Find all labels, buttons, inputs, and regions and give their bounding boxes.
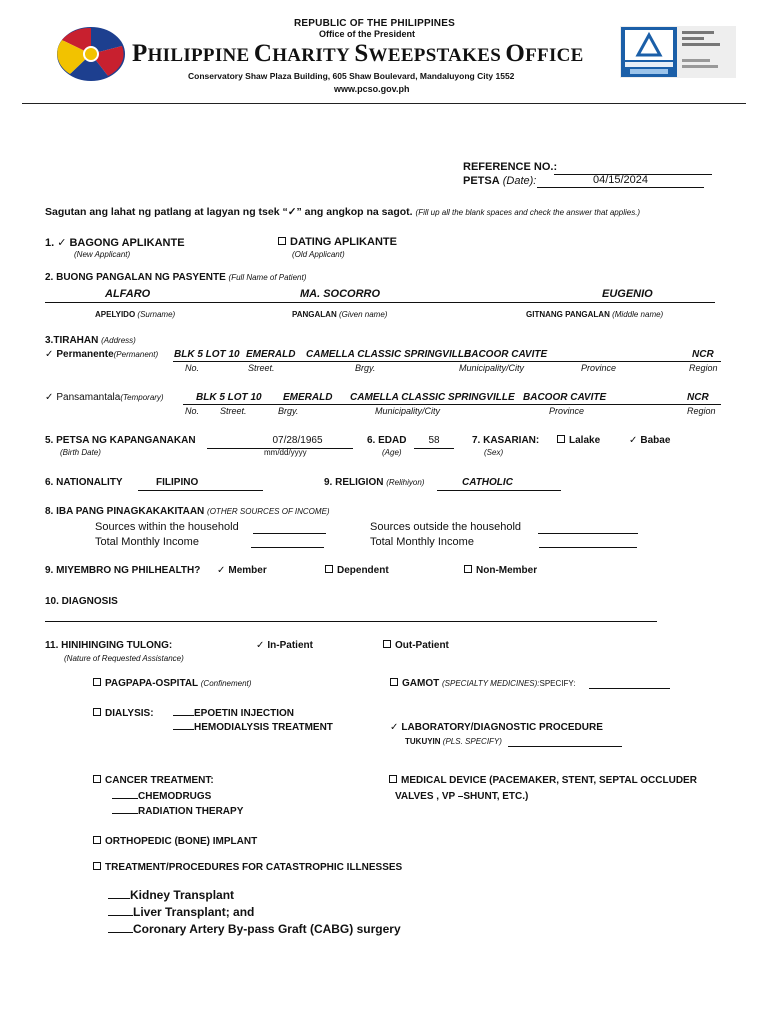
cabg-option[interactable]: Coronary Artery By-pass Graft (CABG) surgery (108, 922, 401, 936)
temp-line (183, 404, 721, 405)
income-outside-label: Sources outside the household (370, 521, 522, 533)
check-icon: ✓ (256, 640, 265, 651)
income-label: 8. IBA PANG PINAGKAKAKITAAN (45, 506, 205, 517)
check-icon: ✓ (45, 349, 54, 360)
perm-city[interactable]: BACOOR CAVITE (464, 349, 548, 360)
perm-region[interactable]: NCR (692, 349, 714, 360)
medical-device-option[interactable]: MEDICAL DEVICE (PACEMAKER, STENT, SEPTAL OCCLUDER (389, 775, 697, 786)
header-divider (22, 103, 746, 104)
checkbox-empty-icon (389, 775, 397, 783)
reference-field[interactable] (554, 161, 712, 175)
q2-label: 2. BUONG PANGALAN NG PASYENTE (45, 272, 226, 283)
checkbox-empty-icon (93, 708, 101, 716)
checkbox-empty-icon (93, 678, 101, 686)
middle-name-value[interactable]: EUGENIO (602, 288, 653, 300)
income-within-field[interactable] (253, 520, 326, 534)
philhealth-nonmember-option[interactable]: Non-Member (464, 565, 537, 576)
lab-procedure-option[interactable]: ✓ LABORATORY/DIAGNOSTIC PROCEDURE (390, 722, 603, 733)
nationality-field[interactable]: FILIPINO (138, 477, 263, 491)
q1-old-sub: (Old Applicant) (292, 250, 345, 259)
income-total2-field[interactable] (539, 534, 637, 548)
checkbox-empty-icon (325, 565, 333, 573)
checkbox-empty-icon (93, 836, 101, 844)
temp-no[interactable]: BLK 5 LOT 10 (196, 392, 262, 403)
birth-date-field[interactable]: 07/28/1965 (207, 435, 353, 449)
hemodialysis-option[interactable]: HEMODIALYSIS TREATMENT (173, 722, 333, 733)
sex-male-option[interactable]: Lalake (557, 435, 600, 446)
q1-new-sub: (New Applicant) (74, 250, 131, 259)
income-within-label: Sources within the household (95, 521, 239, 533)
sex-label: 7. KASARIAN: (472, 435, 540, 446)
given-name-value[interactable]: MA. SOCORRO (300, 288, 381, 300)
medicines-option[interactable]: GAMOT (SPECIALTY MEDICINES):SPECIFY: (390, 678, 576, 689)
pcso-logo-icon (56, 26, 126, 82)
birth-date-label: 5. PETSA NG KAPANGANAKAN (45, 435, 196, 446)
checkbox-empty-icon (557, 435, 565, 443)
q1-old-applicant[interactable]: DATING APLIKANTE (278, 236, 397, 248)
q2-label-sub: (Full Name of Patient) (228, 273, 307, 282)
income-total-field[interactable] (251, 534, 324, 548)
reference-label: REFERENCE NO.: (463, 161, 558, 173)
philhealth-label: 9. MIYEMBRO NG PHILHEALTH? (45, 565, 201, 576)
lab-specify-field[interactable] (508, 735, 622, 747)
temporary-address-label[interactable]: ✓ Pansamantala(Temporary) (45, 392, 164, 403)
temp-region[interactable]: NCR (687, 392, 709, 403)
temp-street[interactable]: EMERALD (283, 392, 333, 403)
medicines-specify-field[interactable] (589, 676, 670, 689)
name-line (45, 302, 715, 303)
temp-brgy[interactable]: CAMELLA CLASSIC SPRINGVILLE (350, 392, 515, 403)
confinement-option[interactable]: PAGPAPA-OSPITAL (Confinement) (93, 678, 251, 689)
check-icon: ✓ (57, 237, 67, 249)
perm-line (173, 361, 721, 362)
checkbox-empty-icon (383, 640, 391, 648)
checkbox-empty-icon (464, 565, 472, 573)
checkbox-empty-icon (93, 862, 101, 870)
checkbox-empty-icon (278, 237, 286, 245)
instructions-note: (Fill up all the blank spaces and check the answer that applies.) (415, 208, 641, 217)
perm-brgy[interactable]: CAMELLA CLASSIC SPRINGVILLE (306, 349, 471, 360)
date-label-sub: (Date): (502, 175, 537, 187)
religion-field[interactable]: CATHOLIC (437, 477, 561, 491)
age-field[interactable]: 58 (414, 435, 454, 449)
permanent-address-label[interactable]: ✓ Permanente(Permanent) (45, 349, 159, 360)
temp-city[interactable]: BACOOR CAVITE (523, 392, 607, 403)
liver-option[interactable]: Liver Transplant; and (108, 905, 254, 919)
chemo-option[interactable]: CHEMODRUGS (112, 791, 211, 802)
nationality-label: 6. NATIONALITY (45, 477, 123, 488)
check-icon: ✓ (45, 392, 54, 403)
epoetin-option[interactable]: EPOETIN INJECTION (173, 708, 294, 719)
instructions-text: Sagutan ang lahat ng patlang at lagyan ng tsek “✓” ang angkop na sagot. (45, 206, 413, 218)
check-icon: ✓ (390, 722, 399, 733)
agency-name: PHILIPPINE CHARITY SWEEPSTAKES OFFICE (132, 40, 584, 67)
diagnosis-label: 10. DIAGNOSIS (45, 596, 118, 607)
in-patient-option[interactable]: ✓ In-Patient (256, 640, 313, 651)
philhealth-dependent-option[interactable]: Dependent (325, 565, 389, 576)
philhealth-member-option[interactable]: ✓ Member (217, 565, 267, 576)
checkbox-empty-icon (93, 775, 101, 783)
income-total-label: Total Monthly Income (95, 536, 199, 548)
tuv-certification-badge-icon (620, 26, 736, 78)
catastrophic-option[interactable]: TREATMENT/PROCEDURES FOR CATASTROPHIC ILLNESSES (93, 862, 402, 873)
ortho-option[interactable]: ORTHOPEDIC (BONE) IMPLANT (93, 836, 257, 847)
radiation-option[interactable]: RADIATION THERAPY (112, 806, 243, 817)
check-icon: ✓ (629, 435, 638, 446)
out-patient-option[interactable]: Out-Patient (383, 640, 449, 651)
income-total2-label: Total Monthly Income (370, 536, 474, 548)
sex-female-option[interactable]: ✓ Babae (629, 435, 671, 446)
assistance-label: 11. HINIHINGING TULONG: (45, 640, 173, 651)
age-label: 6. EDAD (367, 435, 407, 446)
kidney-option[interactable]: Kidney Transplant (108, 888, 234, 902)
religion-label: 9. RELIGION (324, 477, 384, 488)
checkbox-empty-icon (390, 678, 398, 686)
republic-text: REPUBLIC OF THE PHILIPPINES (294, 18, 455, 29)
cancer-option[interactable]: CANCER TREATMENT: (93, 775, 214, 786)
dialysis-option[interactable]: DIALYSIS: (93, 708, 154, 719)
medical-device-line2: VALVES , VP –SHUNT, ETC.) (395, 791, 529, 802)
surname-value[interactable]: ALFARO (105, 288, 151, 300)
address-text: Conservatory Shaw Plaza Building, 605 Shaw Boulevard, Mandaluyong City 1552 (188, 71, 515, 81)
date-label: PETSA (463, 175, 500, 187)
office-text: Office of the President (319, 29, 416, 39)
perm-no[interactable]: BLK 5 LOT 10 (174, 349, 240, 360)
date-field[interactable]: 04/15/2024 (537, 174, 704, 188)
diagnosis-field[interactable] (45, 621, 657, 622)
website-text: www.pcso.gov.ph (334, 84, 410, 94)
income-outside-field[interactable] (538, 520, 638, 534)
check-icon: ✓ (217, 565, 226, 576)
q1-new-applicant[interactable]: 1. ✓ BAGONG APLIKANTE (45, 237, 185, 249)
perm-street[interactable]: EMERALD (246, 349, 296, 360)
q3-label: 3.TIRAHAN (45, 335, 99, 346)
